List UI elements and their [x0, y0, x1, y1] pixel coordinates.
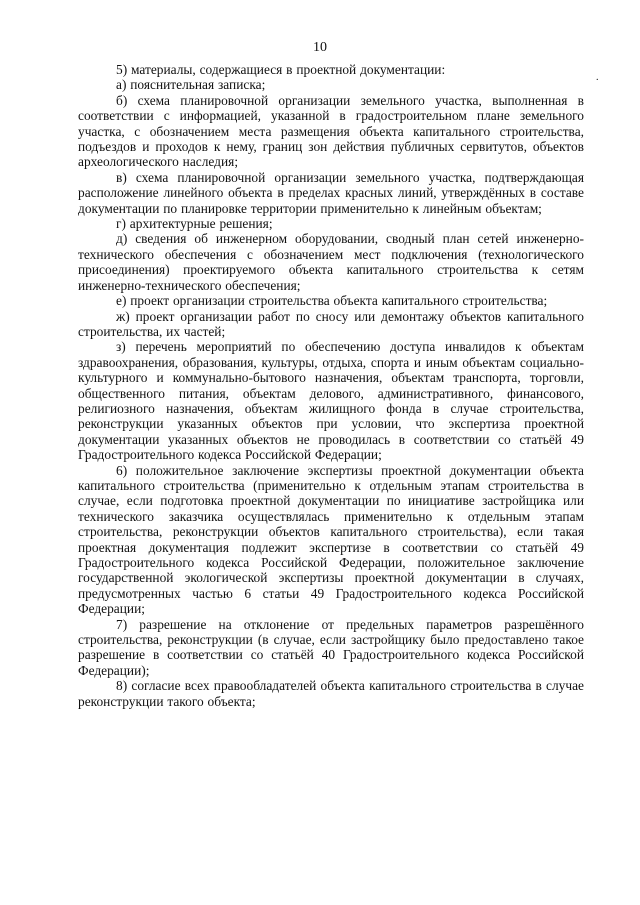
paragraph-item-8: 8) согласие всех правообладателей объекта капитального строительства в случае реконструкции такого объекта;: [78, 678, 584, 709]
paragraph-subitem-zh: ж) проект организации работ по сносу или демонтажу объектов капитального строительства, их частей;: [78, 308, 584, 339]
paragraph-item-6: 6) положительное заключение экспертизы проектной документации объекта капитального строительства (применительно к отдельным этапам строительства в случае, если подготовка проектной документации по инициативе застройщика или технического заказчика осуществлялась применительно к отдельным этапам строительства, реконструкции объектов капитального строительства), если такая проектная документация подлежит экспертизе в соответствии со статьёй 49 Градостроительного кодекса Российской Федерации, положительное заключение государственной экологической экспертизы проектной документации в случаях, предусмотренных частью 6 статьи 49 Градостроительного кодекса Российской Федерации;: [78, 462, 584, 617]
paragraph-subitem-e: е) проект организации строительства объекта капитального строительства;: [116, 293, 548, 309]
paragraph-subitem-v: в) схема планировочной организации земельного участка, подтверждающая расположение линейного объекта в пределах красных линий, утверждённых в составе документации по планировке территории применительно к линейным объектам;: [78, 169, 584, 216]
paragraph-item-7: 7) разрешение на отклонение от предельных параметров разрешённого строительства, реконструкции (в случае, если застройщику было предоставлено такое разрешение в соответствии со статьёй 40 Градостроительного кодекса Российской Федерации);: [78, 616, 584, 678]
paragraph-item-5: 5) материалы, содержащиеся в проектной документации:: [116, 62, 446, 77]
paragraph-subitem-g: г) архитектурные решения;: [116, 216, 273, 232]
document-body: [78, 62, 584, 709]
paragraph-subitem-b: б) схема планировочной организации земельного участка, выполненная в соответствии с информацией, указанной в градостроительном плане земельного участка, с обозначением места размещения объекта капитального строительства, подъездов и проходов к нему, границ зон действия публичных сервитутов, объектов археологического наследия;: [78, 92, 584, 170]
paragraph-subitem-a: а) пояснительная записка;: [116, 77, 266, 93]
stray-mark: .: [596, 72, 599, 83]
page-number: 10: [313, 40, 327, 55]
paragraph-subitem-d: д) сведения об инженерном оборудовании, сводный план сетей инженерно-технического обеспечения с обозначением мест подключения (технологического присоединения) проектируемого объекта капитального строительства к сетям инженерно-технического обеспечения;: [78, 231, 584, 293]
paragraph-subitem-z: з) перечень мероприятий по обеспечению доступа инвалидов к объектам здравоохранения, образования, культуры, отдыха, спорта и иным объектам социально-культурного и коммунально-бытового назначения, объектам транспорта, торговли, общественного питания, объектам делового, административного, финансового, религиозного назначения, объектам жилищного фонда в случае строительства, реконструкции указанных объектов при условии, что экспертиза проектной документации указанных объектов не проводилась в соответствии со статьёй 49 Градостроительного кодекса Российской Федерации;: [78, 339, 584, 463]
